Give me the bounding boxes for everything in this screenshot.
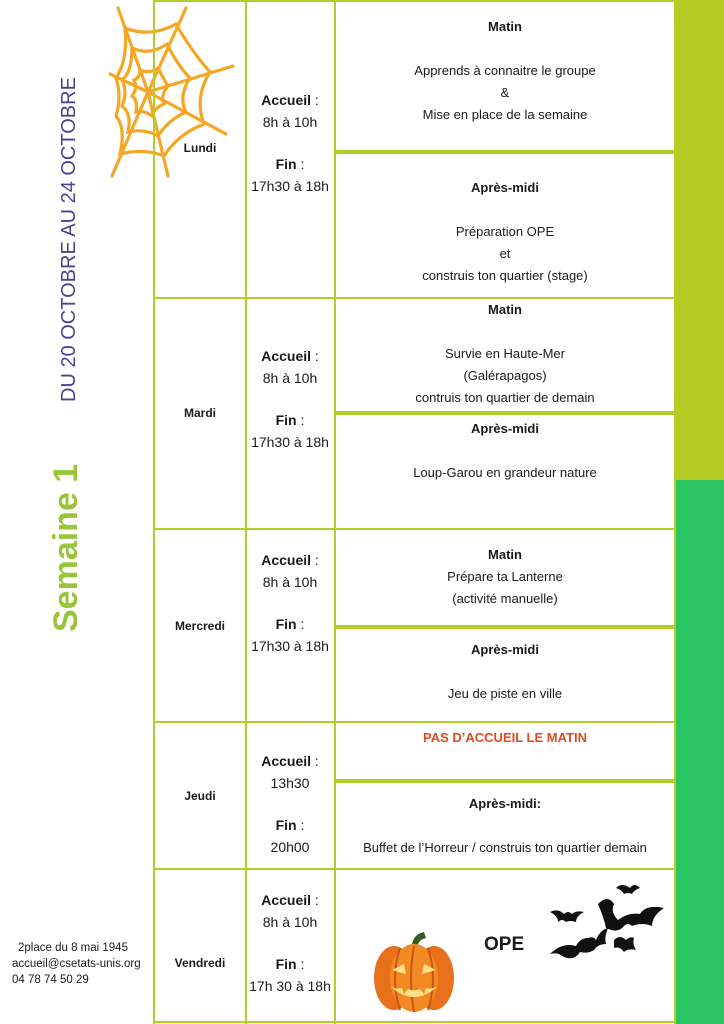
day-label: Mercredi — [174, 619, 226, 633]
grid-line — [153, 0, 676, 2]
day-times: Accueil : 8h à 10h Fin : 17h30 à 18h — [246, 549, 334, 657]
morning-activity — [336, 299, 674, 409]
afternoon-activity — [336, 177, 674, 287]
fin-label: Fin — [275, 616, 297, 632]
fin-time: 17h30 à 18h — [251, 638, 329, 654]
activity-line: Loup-Garou en grandeur nature — [413, 465, 597, 480]
afternoon-activity — [336, 639, 674, 705]
afternoon-activity — [336, 418, 674, 484]
day-label: Mardi — [183, 406, 216, 420]
address: 2place du 8 mai 1945 — [18, 942, 128, 954]
side-bar-top — [676, 0, 724, 480]
fin-time: 20h00 — [270, 839, 310, 855]
no-morning-notice — [336, 727, 674, 749]
activity-line: Buffet de l’Horreur / construis ton quartier demain — [363, 840, 647, 855]
activity-line: (Galérapagos) — [463, 368, 547, 383]
accueil-time: 8h à 10h — [262, 114, 318, 130]
day-label: Lundi — [183, 141, 217, 155]
accueil-time: 8h à 10h — [262, 574, 318, 590]
notice-text: PAS D’ACCUEIL LE MATIN — [423, 730, 587, 745]
week-title: Semaine 1 — [47, 463, 85, 632]
day-label: Vendredi — [174, 956, 226, 970]
grid-line — [334, 779, 674, 783]
fin-label: Fin — [275, 412, 297, 428]
slot-title: Après-midi: — [468, 796, 542, 811]
activity-line: & — [500, 85, 510, 100]
activity-line: contruis ton quartier de demain — [415, 390, 595, 405]
accueil-time: 8h à 10h — [262, 914, 318, 930]
ope-label: OPE — [484, 934, 525, 955]
accueil-time: 8h à 10h — [262, 370, 318, 386]
day-label: Jeudi — [184, 789, 216, 803]
accueil-label: Accueil — [261, 552, 312, 568]
contact-block — [0, 940, 160, 988]
activity-line: Préparation OPE — [455, 224, 555, 239]
fin-label: Fin — [275, 956, 297, 972]
grid-line — [334, 150, 674, 154]
activity-line: Prépare ta Lanterne — [447, 569, 563, 584]
slot-title: Matin — [488, 547, 522, 562]
day-times: Accueil : 8h à 10h Fin : 17h 30 à 18h — [246, 889, 334, 997]
activity-line: Jeu de piste en ville — [447, 686, 563, 701]
fin-time: 17h30 à 18h — [251, 178, 329, 194]
accueil-label: Accueil — [261, 892, 312, 908]
morning-activity — [336, 16, 674, 126]
day-times: Accueil : 8h à 10h Fin : 17h30 à 18h — [246, 345, 334, 453]
email[interactable]: accueil@csetats-unis.org — [12, 958, 141, 970]
accueil-label: Accueil — [261, 753, 312, 769]
fin-time: 17h30 à 18h — [251, 434, 329, 450]
bats-icon — [548, 882, 672, 966]
slot-title: Après-midi — [471, 642, 539, 657]
grid-line — [334, 625, 674, 629]
grid-line — [153, 721, 676, 723]
slot-title: Après-midi — [471, 421, 539, 436]
fin-time: 17h 30 à 18h — [249, 978, 331, 994]
grid-line — [153, 528, 676, 530]
side-bar-bottom — [676, 480, 724, 1024]
grid-line — [334, 411, 674, 415]
day-times: Accueil : 13h30 Fin : 20h00 — [246, 750, 334, 858]
activity-line: Apprends à connaitre le groupe — [414, 63, 596, 78]
slot-title: Matin — [488, 302, 522, 317]
fin-label: Fin — [275, 156, 297, 172]
afternoon-activity — [336, 793, 674, 859]
grid-line — [153, 868, 676, 870]
accueil-label: Accueil — [261, 92, 312, 108]
slot-title: Après-midi — [471, 180, 539, 195]
pumpkin-icon — [370, 930, 458, 1014]
phone: 04 78 74 50 29 — [12, 974, 89, 986]
activity-line: construis ton quartier (stage) — [422, 268, 588, 283]
fin-label: Fin — [275, 817, 297, 833]
activity-line: Mise en place de la semaine — [422, 107, 588, 122]
accueil-time: 13h30 — [270, 775, 310, 791]
date-range: DU 20 OCTOBRE AU 24 OCTOBRE — [58, 77, 80, 402]
activity-line: et — [499, 246, 511, 261]
slot-title: Matin — [488, 19, 522, 34]
morning-activity — [336, 544, 674, 610]
activity-line: (activité manuelle) — [452, 591, 558, 606]
grid-line — [153, 1021, 676, 1023]
day-times: Accueil : 8h à 10h Fin : 17h30 à 18h — [246, 89, 334, 197]
accueil-label: Accueil — [261, 348, 312, 364]
activity-line: Survie en Haute-Mer — [445, 346, 565, 361]
grid-line — [674, 0, 676, 1024]
